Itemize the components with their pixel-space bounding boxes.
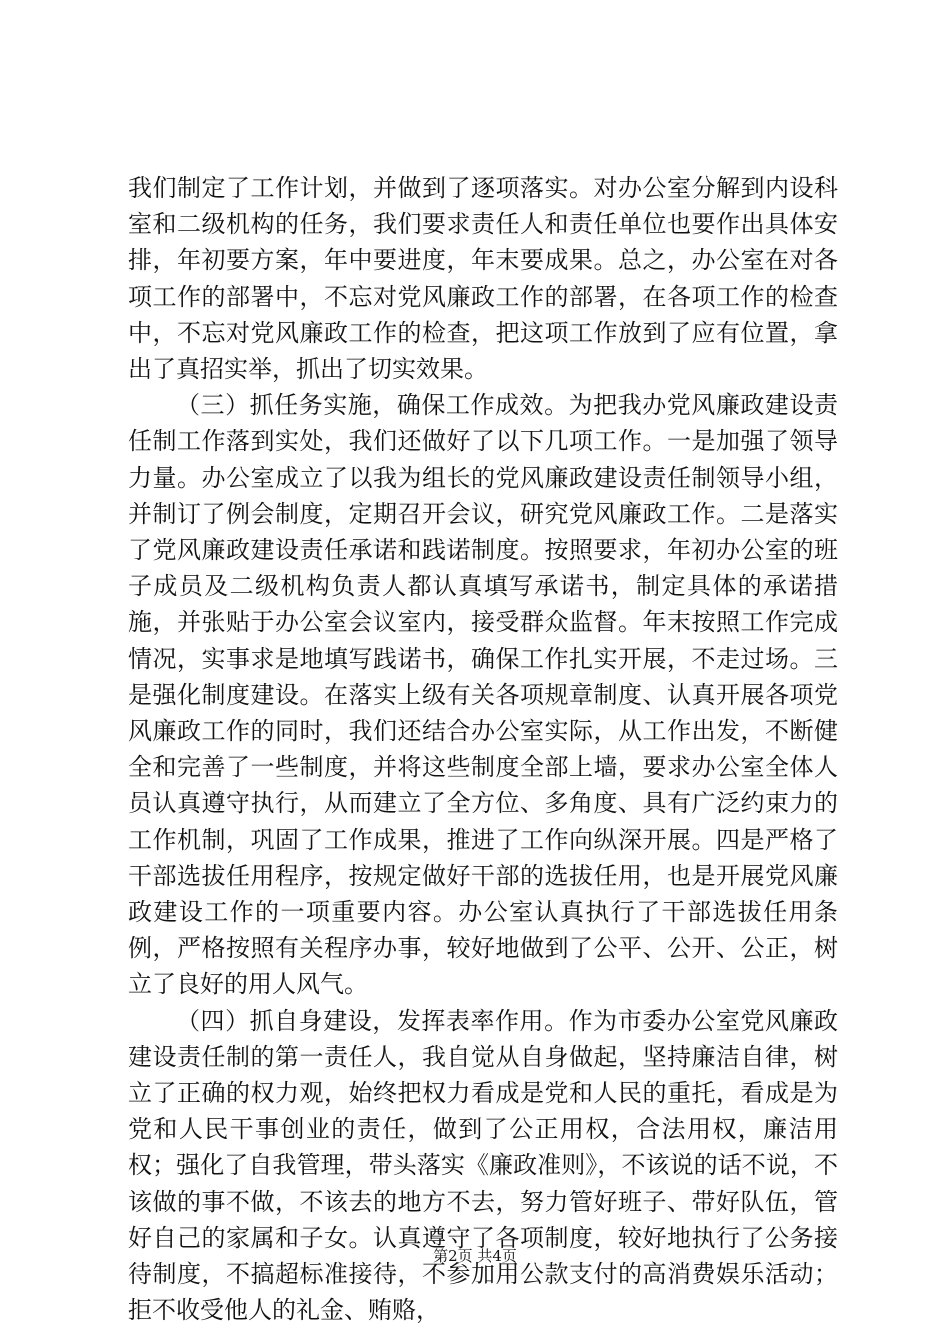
- paragraph-section-four: （四）抓自身建设，发挥表率作用。作为市委办公室党风廉政建设责任制的第一责任人，我自觉从自身做起，坚持廉洁自律，树立了正确的权力观，始终把权力看成是党和人民的重托，看成是为党和人民干事创业的责任，做到了公正用权，合法用权，廉洁用权；强化了自我管理，带头落实《廉政准则》，不该说的话不说，不该做的事不做，不该去的地方不去，努力管好班子、带好队伍，管好自己的家属和子女。认真遵守了各项制度，较好地执行了公务接待制度，不搞超标准接待，不参加用公款支付的高消费娱乐活动；拒不收受他人的礼金、贿赂，: [128, 1006, 838, 1325]
- document-body: [128, 170, 838, 1329]
- page-footer: [0, 1245, 950, 1266]
- page-number-label: 第2页 共4页: [433, 1247, 517, 1265]
- paragraph-section-three: （三）抓任务实施，确保工作成效。为把我办党风廉政建设责任制工作落到实处，我们还做好了以下几项工作。一是加强了领导力量。办公室成立了以我为组长的党风廉政建设责任制领导小组，并制订了例会制度，定期召开会议，研究党风廉政工作。二是落实了党风廉政建设责任承诺和践诺制度。按照要求，年初办公室的班子成员及二级机构负责人都认真填写承诺书，制定具体的承诺措施，并张贴于办公室会议室内，接受群众监督。年末按照工作完成情况，实事求是地填写践诺书，确保工作扎实开展，不走过场。三是强化制度建设。在落实上级有关各项规章制度、认真开展各项党风廉政工作的同时，我们还结合办公室实际，从工作出发，不断健全和完善了一些制度，并将这些制度全部上墙，要求办公室全体人员认真遵守执行，从而建立了全方位、多角度、具有广泛约束力的工作机制，巩固了工作成果，推进了工作向纵深开展。四是严格了干部选拔任用程序，按规定做好干部的选拔任用，也是开展党风廉政建设工作的一项重要内容。办公室认真执行了干部选拔任用条例，严格按照有关程序办事，较好地做到了公平、公开、公正，树立了良好的用人风气。: [128, 391, 838, 999]
- paragraph-continuation: 我们制定了工作计划，并做到了逐项落实。对办公室分解到内设科室和二级机构的任务，我们要求责任人和责任单位也要作出具体安排，年初要方案，年中要进度，年末要成果。总之，办公室在对各项工作的部署中，不忘对党风廉政工作的部署，在各项工作的检查中，不忘对党风廉政工作的检查，把这项工作放到了应有位置，拿出了真招实举，抓出了切实效果。: [128, 174, 838, 384]
